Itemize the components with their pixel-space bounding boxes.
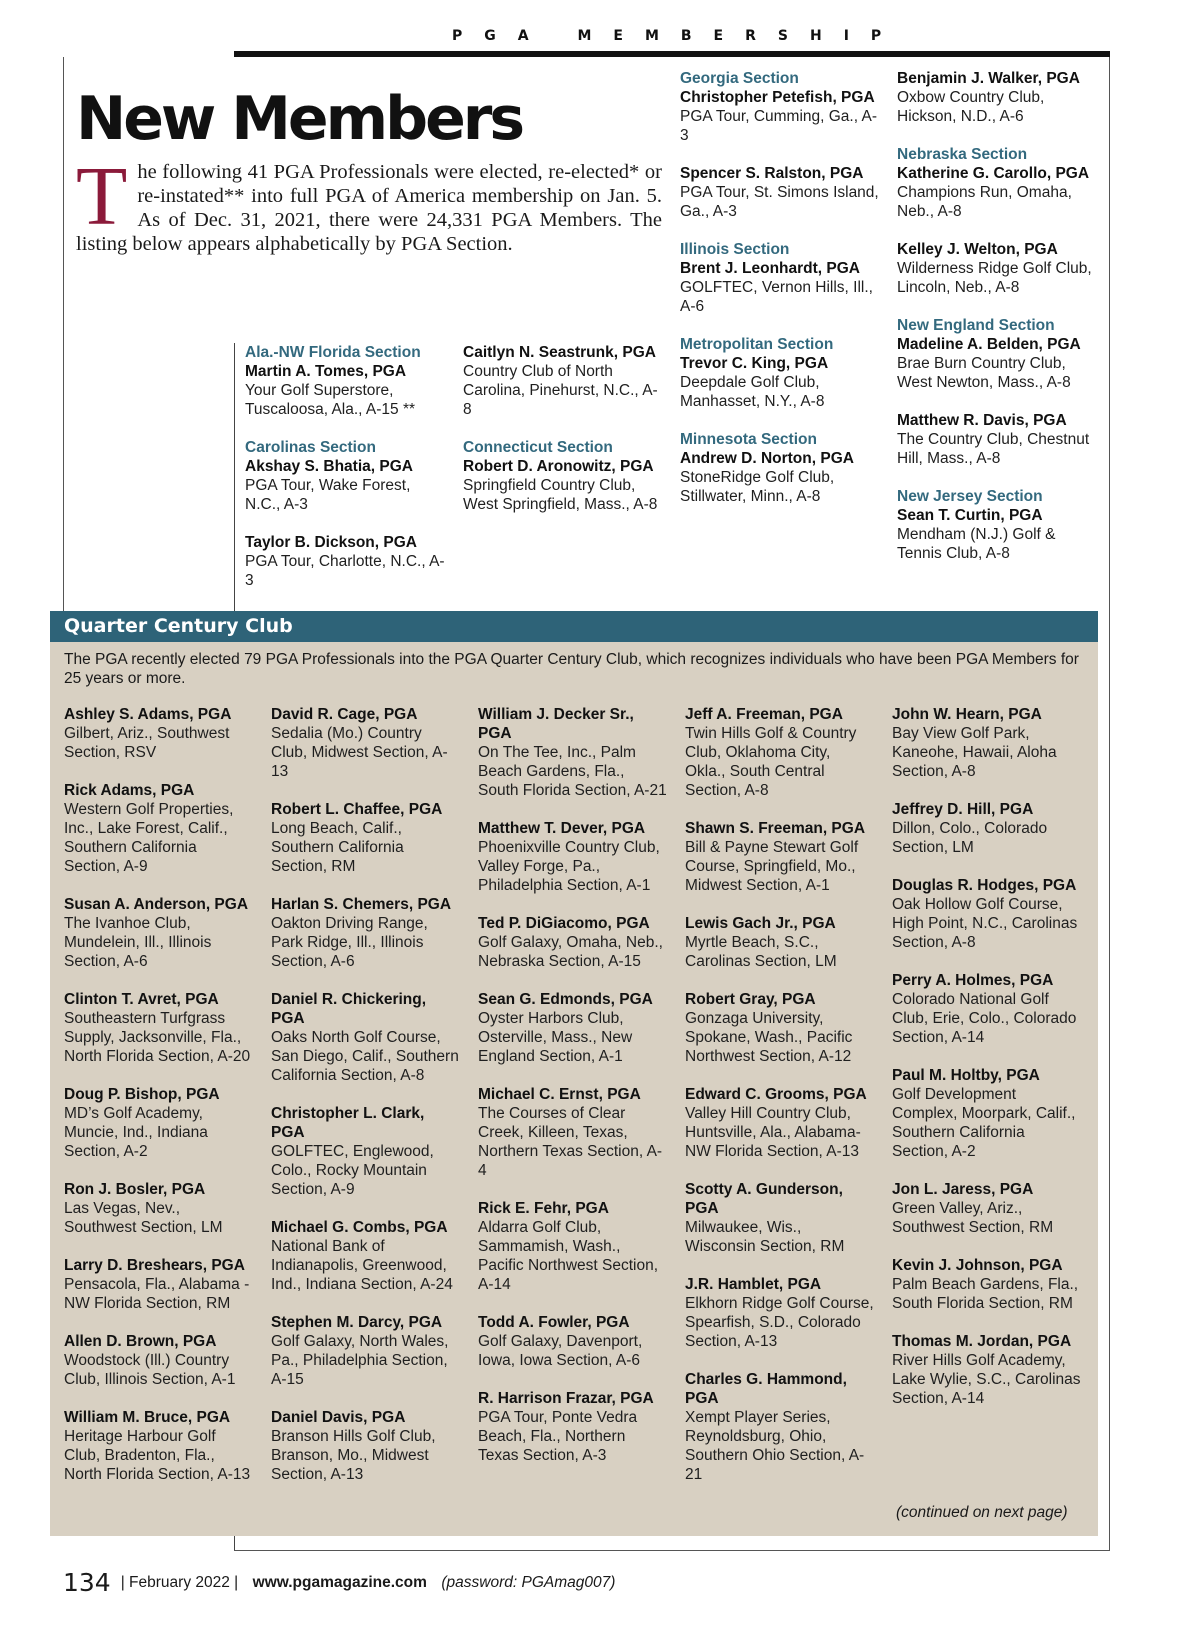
member-detail: PGA Tour, Cumming, Ga., A-3: [680, 108, 877, 144]
member-detail: Aldarra Golf Club, Sammamish, Wash., Pacific Northwest Section, A-14: [478, 1219, 659, 1293]
member-name: R. Harrison Frazar, PGA: [478, 1390, 654, 1407]
member-name: Lewis Gach Jr., PGA: [685, 915, 836, 932]
qcc-col-4: [685, 705, 875, 1503]
member-entry: [64, 1332, 254, 1389]
member-name: Stephen M. Darcy, PGA: [271, 1314, 443, 1331]
member-detail: PGA Tour, Wake Forest, N.C., A-3: [245, 477, 411, 513]
member-entry: [685, 1180, 875, 1256]
member-entry: [478, 1085, 668, 1180]
member-name: Douglas R. Hodges, PGA: [892, 877, 1077, 894]
member-name: Christopher L. Clark, PGA: [271, 1105, 425, 1141]
member-detail: Southeastern Turfgrass Supply, Jacksonville, Fla., North Florida Section, A-20: [64, 1010, 251, 1065]
member-detail: Sedalia (Mo.) Country Club, Midwest Section, A-13: [271, 725, 448, 780]
frame-bottom-rule: [234, 1550, 1110, 1551]
footer-issue: | February 2022 |: [120, 1573, 239, 1591]
member-detail: Woodstock (Ill.) Country Club, Illinois Section, A-1: [64, 1352, 236, 1388]
member-entry: [64, 1085, 254, 1161]
member-name: Ashley S. Adams, PGA: [64, 706, 232, 723]
section-block: [897, 69, 1102, 126]
member-detail: Golf Galaxy, Davenport, Iowa, Iowa Section, A-6: [478, 1333, 643, 1369]
member-name: Charles G. Hammond, PGA: [685, 1371, 847, 1407]
member-entry: [478, 1313, 668, 1370]
member-detail: Las Vegas, Nev., Southwest Section, LM: [64, 1200, 223, 1236]
member-name: Michael G. Combs, PGA: [271, 1219, 448, 1236]
page-number: 134: [63, 1568, 111, 1597]
member-name: Rick Adams, PGA: [64, 782, 195, 799]
member-entry: [478, 1199, 668, 1294]
member-name: Rick E. Fehr, PGA: [478, 1200, 609, 1217]
member-entry: [897, 240, 1102, 297]
member-detail: Myrtle Beach, S.C., Carolinas Section, LM: [685, 934, 837, 970]
quarter-century-club-intro: The PGA recently elected 79 PGA Professionals into the PGA Quarter Century Club, which recognizes individuals who have been PGA Members for 25 years or more.: [64, 651, 1079, 687]
member-name: Clinton T. Avret, PGA: [64, 991, 219, 1008]
member-detail: Oakton Driving Range, Park Ridge, Ill., Illinois Section, A-6: [271, 915, 428, 970]
member-entry: [680, 259, 880, 316]
member-entry: [897, 335, 1102, 392]
member-name: Madeline A. Belden, PGA: [897, 336, 1081, 353]
member-entry: [245, 533, 445, 590]
qcc-col-1: [64, 705, 254, 1503]
section-block: [897, 145, 1102, 297]
member-name: Daniel Davis, PGA: [271, 1409, 406, 1426]
member-entry: [463, 343, 663, 419]
member-detail: Twin Hills Golf & Country Club, Oklahoma City, Okla., South Central Section, A-8: [685, 725, 857, 799]
member-entry: [897, 69, 1102, 126]
member-detail: PGA Tour, Ponte Vedra Beach, Fla., Northern Texas Section, A-3: [478, 1409, 638, 1464]
member-name: Martin A. Tomes, PGA: [245, 363, 407, 380]
section-heading: Minnesota Section: [680, 431, 817, 448]
member-detail: Oyster Harbors Club, Osterville, Mass., New England Section, A-1: [478, 1010, 633, 1065]
section-block: [680, 335, 880, 411]
section-heading: Connecticut Section: [463, 439, 613, 456]
member-detail: Champions Run, Omaha, Neb., A-8: [897, 184, 1072, 220]
member-name: Matthew T. Dever, PGA: [478, 820, 646, 837]
member-detail: Oak Hollow Golf Course, High Point, N.C., Carolinas Section, A-8: [892, 896, 1078, 951]
member-name: Sean T. Curtin, PGA: [897, 507, 1043, 524]
member-name: Kelley J. Welton, PGA: [897, 241, 1058, 258]
member-detail: Long Beach, Calif., Southern California Section, RM: [271, 820, 404, 875]
member-name: Larry D. Breshears, PGA: [64, 1257, 245, 1274]
member-name: Ted P. DiGiacomo, PGA: [478, 915, 650, 932]
member-detail: GOLFTEC, Englewood, Colo., Rocky Mountain Section, A-9: [271, 1143, 434, 1198]
member-detail: Heritage Harbour Golf Club, Bradenton, Fla., North Florida Section, A-13: [64, 1428, 251, 1483]
member-name: Paul M. Holtby, PGA: [892, 1067, 1040, 1084]
member-entry: [64, 781, 254, 876]
member-entry: [892, 876, 1082, 952]
member-name: William M. Bruce, PGA: [64, 1409, 231, 1426]
member-entry: [245, 362, 445, 419]
member-entry: [271, 990, 461, 1085]
page-title: New Members: [76, 84, 523, 154]
member-name: Brent J. Leonhardt, PGA: [680, 260, 860, 277]
member-entry: [685, 1275, 875, 1351]
section-block: [245, 438, 445, 590]
member-entry: [685, 705, 875, 800]
footer-password: (password: PGAmag007): [441, 1573, 616, 1591]
section-heading: Carolinas Section: [245, 439, 376, 456]
member-name: Thomas M. Jordan, PGA: [892, 1333, 1072, 1350]
member-entry: [271, 1104, 461, 1199]
member-detail: Deepdale Golf Club, Manhasset, N.Y., A-8: [680, 374, 825, 410]
member-detail: Branson Hills Golf Club, Branson, Mo., Midwest Section, A-13: [271, 1428, 436, 1483]
member-detail: Palm Beach Gardens, Fla., South Florida Section, RM: [892, 1276, 1079, 1312]
member-detail: Oaks North Golf Course, San Diego, Calif., Southern California Section, A-8: [271, 1029, 459, 1084]
member-detail: GOLFTEC, Vernon Hills, Ill., A-6: [680, 279, 873, 315]
qcc-col-3: [478, 705, 668, 1484]
member-detail: Oxbow Country Club, Hickson, N.D., A-6: [897, 89, 1045, 125]
member-name: Shawn S. Freeman, PGA: [685, 820, 866, 837]
member-entry: [478, 1389, 668, 1465]
member-name: Sean G. Edmonds, PGA: [478, 991, 653, 1008]
member-name: Daniel R. Chickering, PGA: [271, 991, 427, 1027]
member-name: Robert D. Aronowitz, PGA: [463, 458, 654, 475]
member-detail: Your Golf Superstore, Tuscaloosa, Ala., A-15 **: [245, 382, 416, 418]
member-entry: [680, 88, 880, 145]
member-entry: [271, 1218, 461, 1294]
member-detail: The Ivanhoe Club, Mundelein, Ill., Illinois Section, A-6: [64, 915, 212, 970]
new-members-col-4: [897, 69, 1102, 582]
continued-note: (continued on next page): [896, 1504, 1068, 1521]
member-name: Katherine G. Carollo, PGA: [897, 165, 1090, 182]
member-entry: [64, 705, 254, 762]
member-detail: PGA Tour, St. Simons Island, Ga., A-3: [680, 184, 879, 220]
section-heading: Metropolitan Section: [680, 336, 834, 353]
member-detail: The Country Club, Chestnut Hill, Mass., A-8: [897, 431, 1090, 467]
member-name: John W. Hearn, PGA: [892, 706, 1042, 723]
section-block: [680, 430, 880, 506]
member-name: Christopher Petefish, PGA: [680, 89, 875, 106]
member-entry: [685, 1085, 875, 1161]
section-heading: Georgia Section: [680, 70, 799, 87]
new-members-col-2: [463, 343, 663, 533]
member-name: Edward C. Grooms, PGA: [685, 1086, 867, 1103]
member-detail: MD’s Golf Academy, Muncie, Ind., Indiana Section, A-2: [64, 1105, 208, 1160]
member-name: Susan A. Anderson, PGA: [64, 896, 249, 913]
member-entry: [478, 914, 668, 971]
member-detail: Bay View Golf Park, Kaneohe, Hawaii, Aloha Section, A-8: [892, 725, 1057, 780]
member-name: Michael C. Ernst, PGA: [478, 1086, 641, 1103]
member-detail: Xempt Player Series, Reynoldsburg, Ohio, Southern Ohio Section, A-21: [685, 1409, 865, 1483]
member-detail: Bill & Payne Stewart Golf Course, Springfield, Mo., Midwest Section, A-1: [685, 839, 859, 894]
frame-right-rule: [1109, 57, 1110, 1550]
member-detail: Golf Galaxy, North Wales, Pa., Philadelphia Section, A-15: [271, 1333, 449, 1388]
member-detail: Country Club of North Carolina, Pinehurst, N.C., A-8: [463, 363, 658, 418]
running-head: PGA MEMBERSHIP: [452, 28, 904, 44]
member-name: Spencer S. Ralston, PGA: [680, 165, 864, 182]
member-name: Harlan S. Chemers, PGA: [271, 896, 452, 913]
page-footer: [63, 1568, 615, 1597]
section-block: [680, 69, 880, 221]
member-entry: [892, 1180, 1082, 1237]
member-name: Benjamin J. Walker, PGA: [897, 70, 1080, 87]
member-name: Matthew R. Davis, PGA: [897, 412, 1067, 429]
member-name: Kevin J. Johnson, PGA: [892, 1257, 1063, 1274]
member-detail: Springfield Country Club, West Springfield, Mass., A-8: [463, 477, 658, 513]
member-entry: [897, 164, 1102, 221]
member-entry: [892, 705, 1082, 781]
member-entry: [892, 1256, 1082, 1313]
member-entry: [271, 1408, 461, 1484]
member-detail: Dillon, Colo., Colorado Section, LM: [892, 820, 1048, 856]
member-name: David R. Cage, PGA: [271, 706, 418, 723]
member-entry: [64, 1256, 254, 1313]
member-detail: Colorado National Golf Club, Erie, Colo., Colorado Section, A-14: [892, 991, 1077, 1046]
member-name: Caitlyn N. Seastrunk, PGA: [463, 344, 656, 361]
section-block: [897, 487, 1102, 563]
member-name: William J. Decker Sr., PGA: [478, 706, 634, 742]
member-detail: On The Tee, Inc., Palm Beach Gardens, Fla., South Florida Section, A-21: [478, 744, 667, 799]
section-heading: Nebraska Section: [897, 146, 1028, 163]
member-detail: Golf Development Complex, Moorpark, Calif., Southern California Section, A-2: [892, 1086, 1076, 1160]
member-name: Jon L. Jaress, PGA: [892, 1181, 1034, 1198]
member-entry: [64, 990, 254, 1066]
section-block: [680, 240, 880, 316]
intro-paragraph: [76, 150, 662, 256]
section-heading: Illinois Section: [680, 241, 790, 258]
member-detail: Valley Hill Country Club, Huntsville, Ala., Alabama-NW Florida Section, A-13: [685, 1105, 861, 1160]
member-entry: [680, 164, 880, 221]
member-detail: Gonzaga University, Spokane, Wash., Pacific Northwest Section, A-12: [685, 1010, 853, 1065]
member-detail: Mendham (N.J.) Golf & Tennis Club, A-8: [897, 526, 1056, 562]
member-name: Scotty A. Gunderson, PGA: [685, 1181, 843, 1217]
section-block: [463, 343, 663, 419]
member-entry: [685, 819, 875, 895]
member-detail: Wilderness Ridge Golf Club, Lincoln, Neb., A-8: [897, 260, 1092, 296]
member-detail: Elkhorn Ridge Golf Course, Spearfish, S.D., Colorado Section, A-13: [685, 1295, 874, 1350]
member-entry: [685, 914, 875, 971]
member-detail: Milwaukee, Wis., Wisconsin Section, RM: [685, 1219, 845, 1255]
member-entry: [478, 705, 668, 800]
member-detail: Gilbert, Ariz., Southwest Section, RSV: [64, 725, 230, 761]
frame-left-rule: [63, 57, 64, 612]
member-detail: Golf Galaxy, Omaha, Neb., Nebraska Section, A-15: [478, 934, 663, 970]
member-entry: [478, 819, 668, 895]
member-entry: [64, 895, 254, 971]
member-name: Ron J. Bosler, PGA: [64, 1181, 206, 1198]
member-name: Jeffrey D. Hill, PGA: [892, 801, 1034, 818]
member-detail: River Hills Golf Academy, Lake Wylie, S.C., Carolinas Section, A-14: [892, 1352, 1081, 1407]
member-detail: PGA Tour, Charlotte, N.C., A-3: [245, 553, 445, 589]
qcc-col-2: [271, 705, 461, 1503]
member-name: Perry A. Holmes, PGA: [892, 972, 1054, 989]
member-entry: [680, 449, 880, 506]
section-heading: Ala.-NW Florida Section: [245, 344, 421, 361]
member-name: Allen D. Brown, PGA: [64, 1333, 217, 1350]
section-heading: New Jersey Section: [897, 488, 1043, 505]
member-entry: [680, 354, 880, 411]
member-name: Todd A. Fowler, PGA: [478, 1314, 630, 1331]
section-block: [463, 438, 663, 514]
member-entry: [892, 1066, 1082, 1161]
member-entry: [892, 971, 1082, 1047]
member-name: Doug P. Bishop, PGA: [64, 1086, 220, 1103]
member-entry: [64, 1408, 254, 1484]
member-detail: StoneRidge Golf Club, Stillwater, Minn., A-8: [680, 469, 835, 505]
member-entry: [685, 1370, 875, 1484]
member-name: Andrew D. Norton, PGA: [680, 450, 854, 467]
member-detail: The Courses of Clear Creek, Killeen, Texas, Northern Texas Section, A-4: [478, 1105, 663, 1179]
member-name: Robert Gray, PGA: [685, 991, 816, 1008]
new-members-col-3: [680, 69, 880, 525]
member-entry: [463, 457, 663, 514]
member-entry: [271, 705, 461, 781]
section-block: [245, 343, 445, 419]
member-entry: [892, 800, 1082, 857]
member-detail: Green Valley, Ariz., Southwest Section, RM: [892, 1200, 1054, 1236]
footer-url-link[interactable]: www.pgamagazine.com: [252, 1573, 427, 1591]
new-members-col-1: [245, 343, 445, 609]
member-entry: [897, 411, 1102, 468]
member-entry: [271, 1313, 461, 1389]
member-detail: Phoenixville Country Club, Valley Forge, Pa., Philadelphia Section, A-1: [478, 839, 660, 894]
member-entry: [271, 800, 461, 876]
quarter-century-club-header: Quarter Century Club: [50, 611, 1098, 642]
member-name: Robert L. Chaffee, PGA: [271, 801, 443, 818]
member-entry: [245, 457, 445, 514]
qcc-col-5: [892, 705, 1082, 1427]
member-entry: [271, 895, 461, 971]
member-detail: Pensacola, Fla., Alabama - NW Florida Section, RM: [64, 1276, 250, 1312]
top-rule: [234, 51, 1110, 57]
member-entry: [64, 1180, 254, 1237]
intro-text: he following 41 PGA Professionals were elected, re-elected* or re-instated** into full PGA of America membership on Jan. 5. As of Dec. 31, 2021, there were 24,331 PGA Members. The listing below appears alphabetically by PGA Section.: [76, 161, 662, 255]
member-detail: National Bank of Indianapolis, Greenwood, Ind., Indiana Section, A-24: [271, 1238, 453, 1293]
member-name: Akshay S. Bhatia, PGA: [245, 458, 413, 475]
member-name: J.R. Hamblet, PGA: [685, 1276, 822, 1293]
section-block: [897, 316, 1102, 468]
member-entry: [478, 990, 668, 1066]
member-entry: [892, 1332, 1082, 1408]
member-name: Trevor C. King, PGA: [680, 355, 829, 372]
member-name: Taylor B. Dickson, PGA: [245, 534, 417, 551]
member-entry: [897, 506, 1102, 563]
member-entry: [685, 990, 875, 1066]
section-heading: New England Section: [897, 317, 1055, 334]
member-name: Jeff A. Freeman, PGA: [685, 706, 843, 723]
member-detail: Western Golf Properties, Inc., Lake Forest, Calif., Southern California Section, A-9: [64, 801, 234, 875]
member-detail: Brae Burn Country Club, West Newton, Mass., A-8: [897, 355, 1071, 391]
drop-cap: T: [76, 150, 128, 243]
